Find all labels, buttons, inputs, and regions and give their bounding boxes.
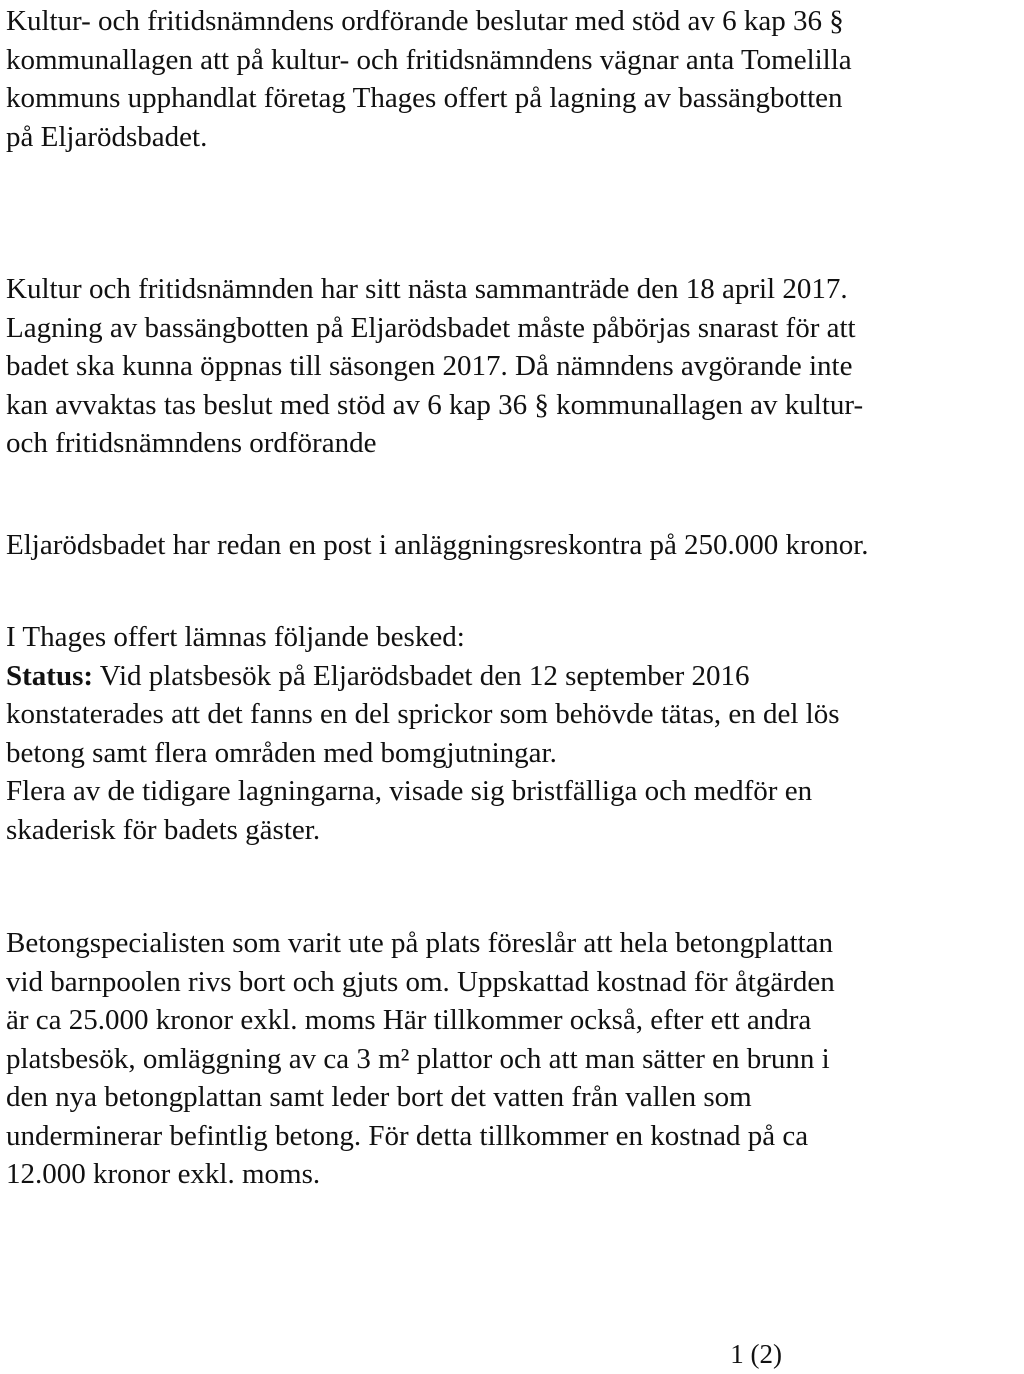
text-line: underminerar befintlig betong. För detta tillkommer en kostnad på ca bbox=[6, 1119, 809, 1152]
text-line: kommuns upphandlat företag Thages offert på lagning av bassängbotten bbox=[6, 82, 843, 114]
text-line: I Thages offert lämnas följande besked: bbox=[6, 621, 465, 653]
status-label: Status: bbox=[6, 659, 94, 692]
text-line: är ca 25.000 kronor exkl. moms Här tillkommer också, efter ett andra bbox=[6, 1004, 812, 1036]
text-line: konstaterades att det fanns en del sprickor som behövde tätas, en del lös bbox=[6, 698, 840, 730]
text-line: Betongspecialisten som varit ute på plats föreslår att hela betongplattan bbox=[6, 927, 834, 959]
text-line: platsbesök, omläggning av ca 3 m² plattor och att man sätter en brunn i bbox=[6, 1042, 830, 1075]
text-line: vid barnpoolen rivs bort och gjuts om. Uppskattad kostnad för åtgärden bbox=[6, 965, 835, 998]
text-line: 12.000 kronor exkl. moms. bbox=[6, 1158, 321, 1190]
paragraph-offer bbox=[6, 618, 1018, 849]
document-page bbox=[6, 0, 1018, 1374]
text-line: på Eljarödsbadet. bbox=[6, 120, 208, 153]
text-line: kommunallagen att på kultur- och fritidsnämndens vägnar anta Tomelilla bbox=[6, 43, 852, 76]
text-line: kan avvaktas tas beslut med stöd av 6 kap 36 § kommunallagen av kultur- bbox=[6, 388, 864, 421]
status-line bbox=[6, 657, 1018, 696]
text-line: Kultur och fritidsnämnden har sitt nästa sammanträde den 18 april 2017. bbox=[6, 273, 848, 305]
paragraph-motivation bbox=[6, 270, 1018, 463]
text-line: Kultur- och fritidsnämndens ordförande beslutar med stöd av 6 kap 36 § bbox=[6, 5, 844, 37]
text-line: badet ska kunna öppnas till säsongen 2017. Då nämndens avgörande inte bbox=[6, 350, 853, 382]
text-line: Eljarödsbadet har redan en post i anläggningsreskontra på 250.000 kronor. bbox=[6, 529, 869, 561]
paragraph-budget bbox=[6, 526, 1018, 565]
text-line: Lagning av bassängbotten på Eljarödsbadet måste påbörjas snarast för att bbox=[6, 311, 856, 344]
page-number: 1 (2) bbox=[730, 1339, 782, 1369]
text-line: den nya betongplattan samt leder bort det vatten från vallen som bbox=[6, 1081, 752, 1113]
paragraph-decision bbox=[6, 2, 1018, 156]
status-text: Vid platsbesök på Eljarödsbadet den 12 september 2016 bbox=[93, 659, 750, 692]
text-line: betong samt flera områden med bomgjutningar. bbox=[6, 736, 557, 769]
text-line: Flera av de tidigare lagningarna, visade sig bristfälliga och medför en bbox=[6, 775, 813, 807]
text-line: och fritidsnämndens ordförande bbox=[6, 427, 377, 459]
text-line: skaderisk för badets gäster. bbox=[6, 813, 321, 846]
paragraph-specialist bbox=[6, 924, 1018, 1194]
